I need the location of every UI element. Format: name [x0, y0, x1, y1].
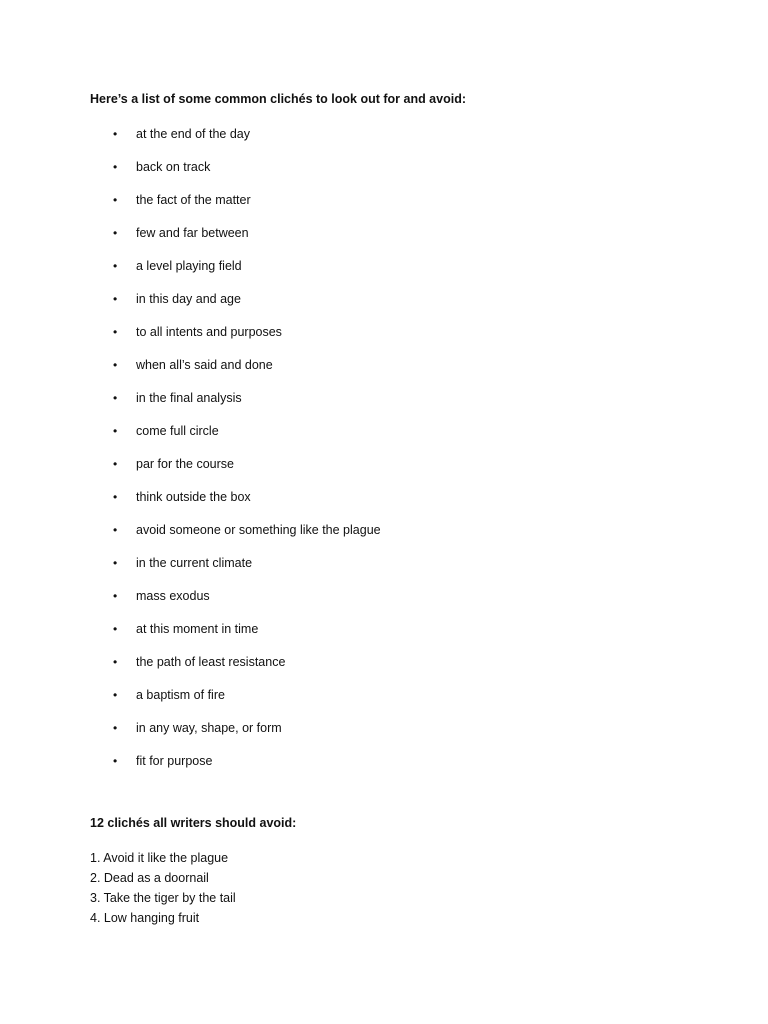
bullet-icon: • [113, 226, 118, 240]
bullet-icon: • [113, 754, 118, 768]
cliche-text: when all’s said and done [136, 358, 273, 372]
bullet-icon: • [113, 292, 118, 306]
cliche-text: back on track [136, 160, 211, 174]
bullet-icon: • [113, 457, 118, 471]
cliche-text: fit for purpose [136, 754, 213, 768]
bullet-icon: • [113, 127, 118, 141]
cliche-text: in any way, shape, or form [136, 721, 282, 735]
bullet-icon: • [113, 325, 118, 339]
bullet-icon: • [113, 160, 118, 174]
cliche-text: a baptism of fire [136, 688, 225, 702]
cliche-text: a level playing field [136, 259, 242, 273]
bullet-icon: • [113, 622, 118, 636]
bullet-icon: • [113, 688, 118, 702]
bullet-icon: • [113, 589, 118, 603]
list-item: 3. Take the tiger by the tail [90, 891, 236, 905]
cliche-text: mass exodus [136, 589, 210, 603]
cliche-text: at this moment in time [136, 622, 259, 636]
list-item: 2. Dead as a doornail [90, 871, 209, 885]
cliche-text: avoid someone or something like the plague [136, 523, 381, 537]
writers-cliches-list [90, 849, 236, 929]
cliche-text: par for the course [136, 457, 234, 471]
cliche-text: in this day and age [136, 292, 241, 306]
bullet-icon: • [113, 490, 118, 504]
bullet-icon: • [113, 259, 118, 273]
cliche-text: the path of least resistance [136, 655, 286, 669]
cliche-text: in the current climate [136, 556, 253, 570]
bullet-icon: • [113, 523, 118, 537]
cliche-text: in the final analysis [136, 391, 242, 405]
writers-cliches-heading: 12 clichés all writers should avoid: [90, 816, 297, 830]
cliche-list-heading: Here’s a list of some common clichés to look out for and avoid: [90, 92, 466, 106]
cliche-text: to all intents and purposes [136, 325, 282, 339]
bullet-icon: • [113, 655, 118, 669]
cliche-text: come full circle [136, 424, 219, 438]
cliche-text: few and far between [136, 226, 249, 240]
cliche-text: the fact of the matter [136, 193, 251, 207]
bullet-icon: • [113, 193, 118, 207]
bullet-icon: • [113, 556, 118, 570]
bullet-icon: • [113, 721, 118, 735]
cliche-text: at the end of the day [136, 127, 250, 141]
bullet-icon: • [113, 358, 118, 372]
bullet-icon: • [113, 424, 118, 438]
bullet-icon: • [113, 391, 118, 405]
cliche-text: think outside the box [136, 490, 251, 504]
list-item: 1. Avoid it like the plague [90, 851, 229, 865]
list-item: 4. Low hanging fruit [90, 911, 200, 925]
